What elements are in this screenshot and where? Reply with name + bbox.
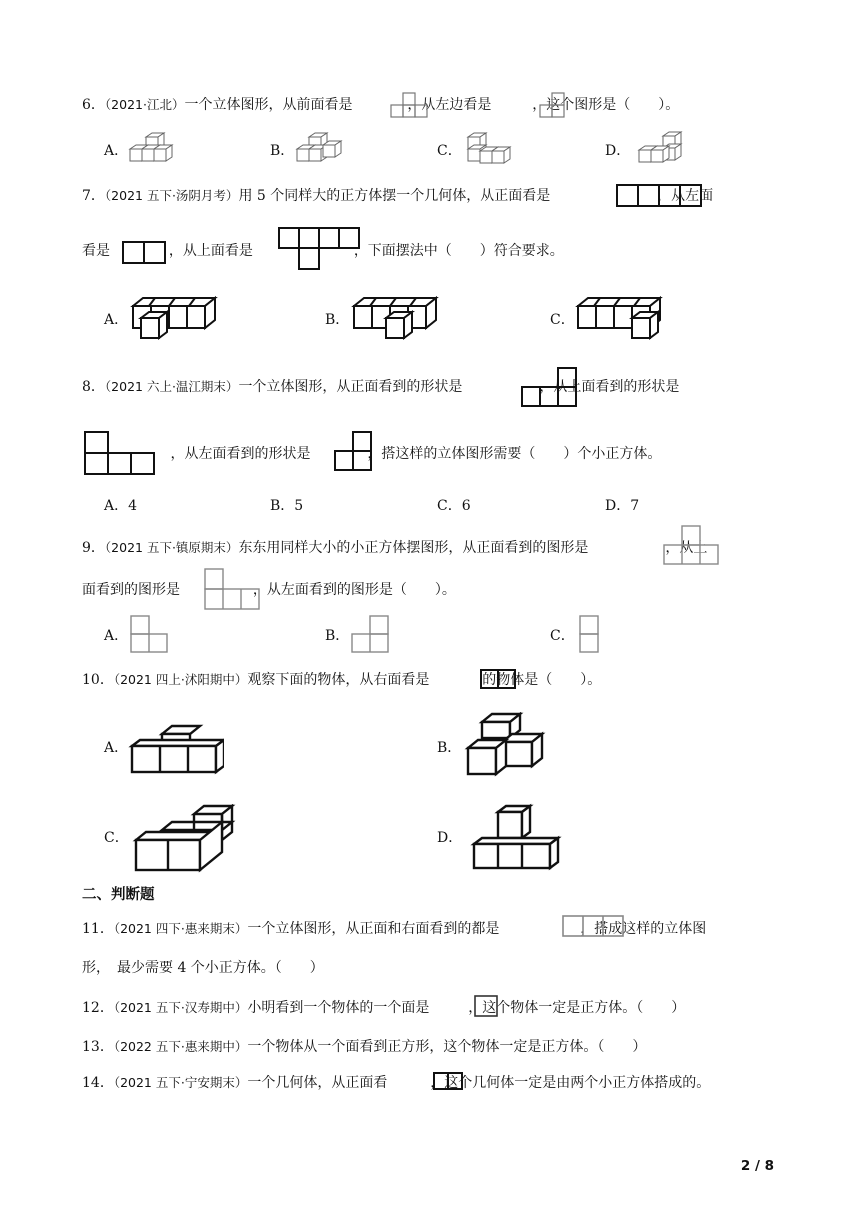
q7-option-a-label: A．	[104, 312, 129, 328]
q7-left-view-figure	[121, 240, 167, 266]
question-9-line-1: 9．（2021 五下·镇原期末）东东用同样大小的小正方体摆图形，从正面看到的图形是 ，从上	[82, 540, 708, 556]
question-7-line-1: 7．（2021 五下·汤阴月考）用 5 个同样大的正方体摆一个几何体，从正面看是 ，从左面	[82, 188, 714, 204]
q12-face-square	[473, 994, 501, 1020]
q6-option-b-label: B．	[270, 143, 295, 159]
q7-top-view-figure	[277, 226, 363, 272]
q10-option-b-cubes	[462, 712, 554, 778]
q11-view-figure	[561, 914, 627, 940]
q8-option-c: C．6	[437, 498, 471, 514]
q6-option-c-label: C．	[437, 143, 462, 159]
q7-option-a-cubes	[127, 294, 227, 342]
q6-option-a-label: A．	[104, 143, 129, 159]
q10-option-c-label: C．	[104, 830, 129, 846]
q9-top-view-figure	[203, 567, 263, 611]
q10-option-b-label: B．	[437, 740, 462, 756]
q7-option-b-cubes	[350, 294, 450, 342]
q9-option-a-label: A．	[104, 628, 129, 644]
q8-left-view-figure	[333, 430, 375, 472]
q10-option-a-label: A．	[104, 740, 129, 756]
q8-option-d: D．7	[605, 498, 640, 514]
q10-option-c-cubes	[132, 804, 236, 874]
q9-option-b-figure	[350, 614, 394, 654]
q9-option-c-label: C．	[550, 628, 575, 644]
question-10: 10．（2021 四上·沭阳期中）观察下面的物体，从右面看是 的物体是（ ）。	[82, 672, 602, 688]
question-9-line-2: 面看到的图形是 ，从左面看到的图形是（ ）。	[82, 582, 456, 598]
question-8-line-2: ，从左面看到的形状是 ，搭这样的立体图形需要（ ）个小正方体。	[170, 446, 662, 462]
q9-front-view-figure	[662, 524, 722, 566]
q8-top-view-figure	[83, 430, 157, 476]
q6-option-d-cubes	[627, 128, 687, 168]
page-number: 2 / 8	[740, 1158, 774, 1174]
q10-option-d-cubes	[470, 800, 562, 872]
q6-option-d-label: D．	[605, 143, 631, 159]
question-11-line-1: 11．（2021 四下·惠来期末）一个立体图形，从正面和右面看到的都是 ，搭成这样的立体图	[82, 921, 707, 937]
question-14: 14．（2021 五下·宁安期末）一个几何体，从正面看 ，这个几何体一定是由两个小正方体搭成的。	[82, 1075, 711, 1091]
question-12: 12．（2021 五下·汉寿期中）小明看到一个物体的一个面是 ，这个物体一定是正方体。（ ）	[82, 1000, 686, 1016]
q6-option-a-cubes	[122, 131, 182, 167]
q14-front-view-figure	[432, 1071, 464, 1093]
q9-option-b-label: B．	[325, 628, 350, 644]
q10-option-d-label: D．	[437, 830, 463, 846]
question-7-line-2: 看是 ，从上面看是 ，下面摆法中（ ）符合要求。	[82, 243, 564, 259]
q8-front-view-figure	[520, 366, 580, 408]
question-13: 13．（2022 五下·惠来期中）一个物体从一个面看到正方形，这个物体一定是正方体。（ ）	[82, 1039, 647, 1055]
section-title-judgement: 二、判断题	[82, 887, 155, 903]
q7-option-c-label: C．	[550, 312, 575, 328]
q6-front-view-figure	[389, 92, 429, 118]
q8-option-b: B．5	[270, 498, 304, 514]
q6-option-c-cubes	[460, 131, 520, 167]
q7-option-c-cubes	[574, 294, 674, 342]
q9-option-c-figure	[578, 614, 602, 654]
question-8-line-1: 8．（2021 六上·温江期末）一个立体图形，从正面看到的形状是 ，从上面看到的形状是	[82, 379, 680, 395]
q6-option-b-cubes	[293, 131, 353, 167]
question-6: 6．（2021·江北）一个立体图形，从前面看是 ，从左边看是 ，这个图形是（ ）。	[82, 97, 680, 113]
q10-right-view-figure	[479, 668, 519, 692]
q8-option-a: A．4	[104, 498, 138, 514]
q10-option-a-cubes	[128, 720, 224, 776]
q7-front-view-figure	[615, 183, 703, 209]
q9-option-a-figure	[129, 614, 173, 654]
q6-left-view-figure	[538, 92, 566, 118]
question-11-line-2: 形， 最少需要 4 个小正方体。（ ）	[82, 960, 324, 976]
q7-option-b-label: B．	[325, 312, 350, 328]
